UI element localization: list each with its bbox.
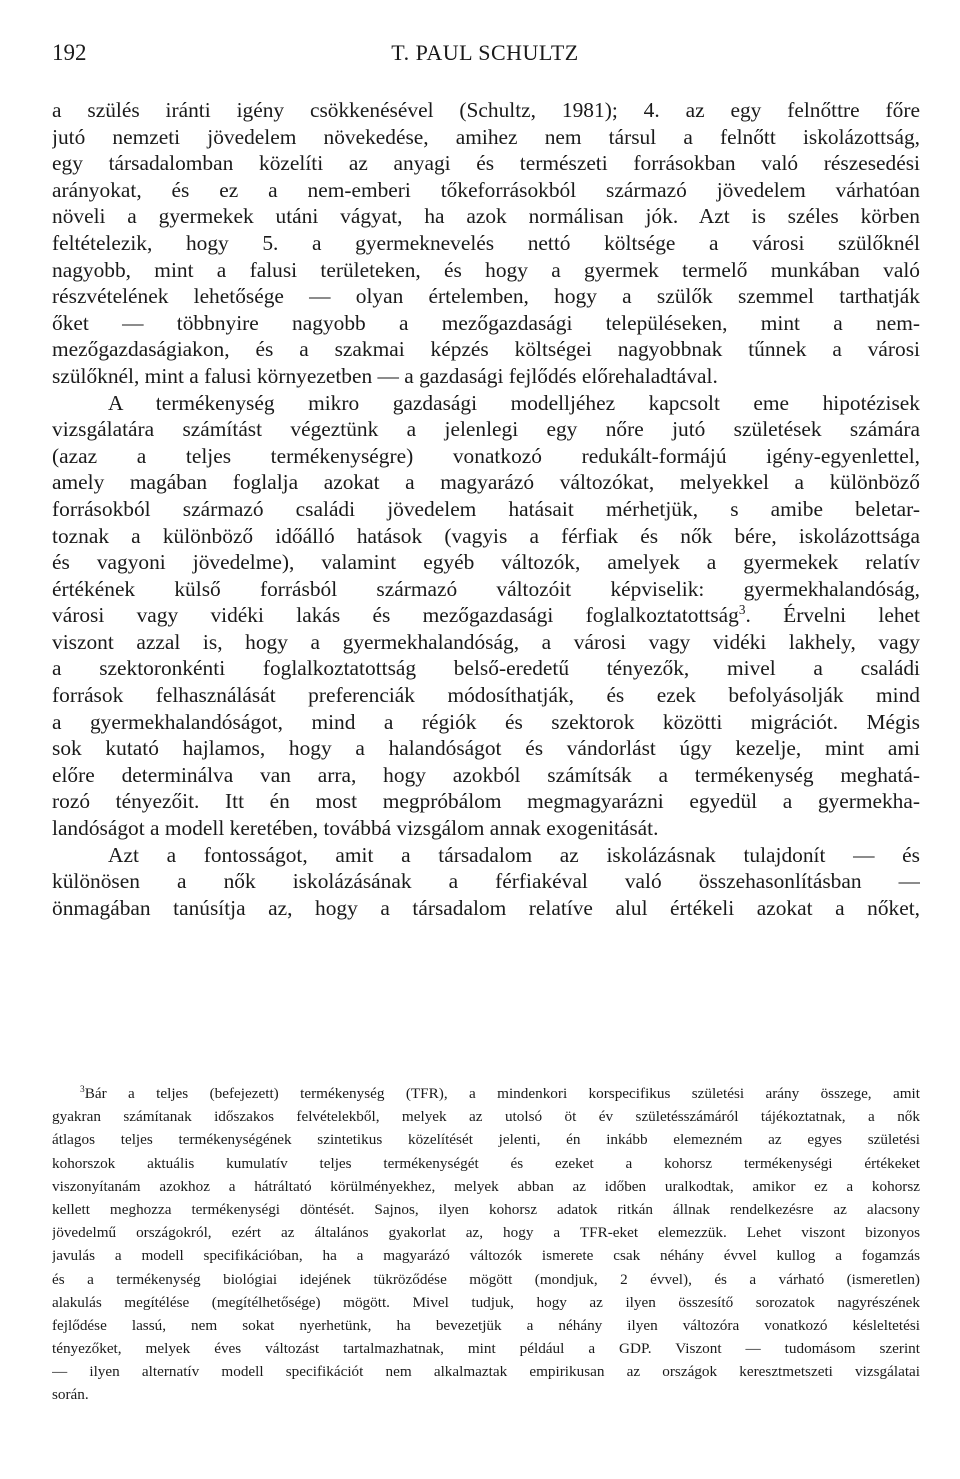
footnote-line: kellett meghozza termékenységi döntését. Sajnos, ilyen kohorsz adatok ritkán állnak rendelkezésre az alacsony [52,1200,920,1218]
footnote-reference[interactable]: 3 [738,602,746,618]
footnote-line: — ilyen alternatív modell specifikációt nem alkalmaztak empirikusan az országok keresztmetszeti vizsgálatai [52,1363,920,1381]
footnote-marker: 3 [80,1084,85,1095]
footnote-line: során. [52,1386,89,1404]
body-line: források felhasználását preferenciák módosíthatják, és ezek befolyásolják mind [52,683,920,708]
footnote-line: viszonyítanám azokhoz a hátráltató körülményekhez, melyek abban az időben uralkodtak, amikor ez a kohorsz [52,1177,920,1195]
body-line: növeli a gyermekek utáni vágyat, ha azok normálisan jók. Azt is széles körben [52,204,920,229]
footnote-line [52,1082,920,1105]
body-line: A termékenység mikro gazdasági modelljéhez kapcsolt eme hipotézisek [108,390,920,415]
body-line: egy társadalomban közelíti az anyagi és természeti forrásokban való részesedési [52,151,920,176]
body-line: forrásokból származó családi jövedelem hatásait mérhetjük, s amibe beletar- [52,496,920,521]
body-line: a szektoronkénti foglalkoztatottság belső-eredetű tényezők, mivel a családi [52,656,920,681]
body-line: a gyermekhalandóságot, mind a régiók és szektorok közötti migrációt. Mégis [52,709,920,734]
footnote-line: gyakran számítanak időszakos felvételekből, melyek az utolsó öt év születésszámáról tájékoztatnak, a nők [52,1108,920,1126]
body-line: értékének külső forrásból származó változóit képviselik: gyermekhalandóság, [52,576,920,601]
body-line: feltételezik, hogy 5. a gyermeknevelés nettó költsége a városi szülőknél [52,230,920,255]
body-line: amely magában foglalja azokat a magyarázó változókat, melyekkel a különböző [52,470,920,495]
body-line: sok kutató hajlamos, hogy a halandóságot és vándorlást úgy kezelje, mint ami [52,736,920,761]
body-line [52,602,920,629]
body-line: szülőknél, mint a falusi környezetben — a gazdasági fejlődés előrehaladtával. [52,363,718,388]
body-line: részvételének lehetősége — olyan értelemben, hogy a szülők szemmel tarthatják [52,284,920,309]
footnote-line: és a termékenység biológiai idejének tükröződése mögött (mondjuk, 2 évvel), és a várható (ismeretlen) [52,1270,920,1288]
body-line: önmagában tanúsítja az, hogy a társadalom relatíve alul értékeli azokat a nőket, [52,895,920,920]
body-line: a szülés iránti igény csökkenésével (Schultz, 1981); 4. az egy felnőttre főre [52,98,920,122]
body-line: előre determinálva van arra, hogy azokból számítsák a termékenység meghatá- [52,762,920,787]
running-head: T. PAUL SCHULTZ [391,40,579,65]
footnote-line: tényezőket, melyek éves változást tartalmazhatnak, mint például a GDP. Viszont — tudomásom szerint [52,1340,920,1358]
body-line: vizsgálatára számítást végeztünk a jelenlegi egy nőre jutó születések számára [52,417,920,442]
body-line: jutó nemzeti jövedelem növekedése, amihez nem társul a felnőtt iskolázottság, [52,124,920,149]
page-number: 192 [52,40,87,65]
line-text: városi vagy vidéki lakás és mezőgazdasági foglalkoztatottság [52,603,739,628]
body-line: (azaz a teljes termékenységre) vonatkozó redukált-formájú igény-egyenlettel, [52,443,920,468]
footnote-line: javulás a modell specifikációban, ha a magyarázó változók ismerete csak néhány évvel kullog a fogamzás [52,1247,920,1265]
body-line: és vagyoni jövedelme), valamint egyéb változók, amelyek a gyermekek relatív [52,550,920,575]
body-line: nagyobb, mint a falusi területeken, és hogy a gyermek termelő munkában való [52,257,920,282]
body-line: viszont azzal is, hogy a gyermekhalandóság, a városi vagy vidéki lakhely, vagy [52,629,920,654]
footnote-line: jövedelmű országokról, ezért az általános gyakorlat az, hogy a TFR-eket elemezzük. Lehet viszont bizonyos [52,1224,920,1242]
body-line: őket — többnyire nagyobb a mezőgazdasági településeken, mint a nem- [52,310,920,335]
body-line: landóságot a modell keretében, továbbá vizsgálom annak exogenitását. [52,816,659,841]
footnotes [52,1082,920,1407]
footnote-line: kohorszok aktuális kumulatív teljes termékenységét és ezeket a kohorsz termékenységi értékeket [52,1154,920,1172]
line-text: Bár a teljes (befejezett) termékenység (TFR), a mindenkori korspecifikus születési arány összege, amit [84,1085,920,1102]
footnote-line: átlagos teljes termékenységének szintetikus közelítését jelenti, én inkább elemezném az egyes születési [52,1131,920,1149]
footnote-line: alakulás megítélése (megítélhetősége) mögött. Mivel tudjuk, hogy az ilyen összesítő sorozatok nagyrészének [52,1293,920,1311]
body-text [52,97,920,921]
body-line: toznak a különböző időálló hatások (vagyis a férfiak és nők bére, iskolázottsága [52,523,920,548]
body-line: arányokat, és ez a nem-emberi tőkeforrásokból származó jövedelem várhatóan [52,177,920,202]
body-line: mezőgazdaságiakon, és a szakmai képzés költségei nagyobbnak tűnnek a városi [52,337,920,362]
footnote-line: fejlődése lassú, nem sokat nyerhetünk, ha bevezetjük a néhány ilyen változóra vonatkozó késleltetési [52,1316,920,1334]
page-header [52,40,918,72]
line-text: . Érvelni lehet [745,603,920,628]
body-line: különösen a nők iskolázásának a férfiakéval való összehasonlításban — [52,869,920,894]
body-line: rozó tényezőit. Itt én most megpróbálom megmagyarázni egyedül a gyermekha- [52,789,920,814]
body-line: Azt a fontosságot, amit a társadalom az iskolázásnak tulajdonít — és [108,842,920,867]
